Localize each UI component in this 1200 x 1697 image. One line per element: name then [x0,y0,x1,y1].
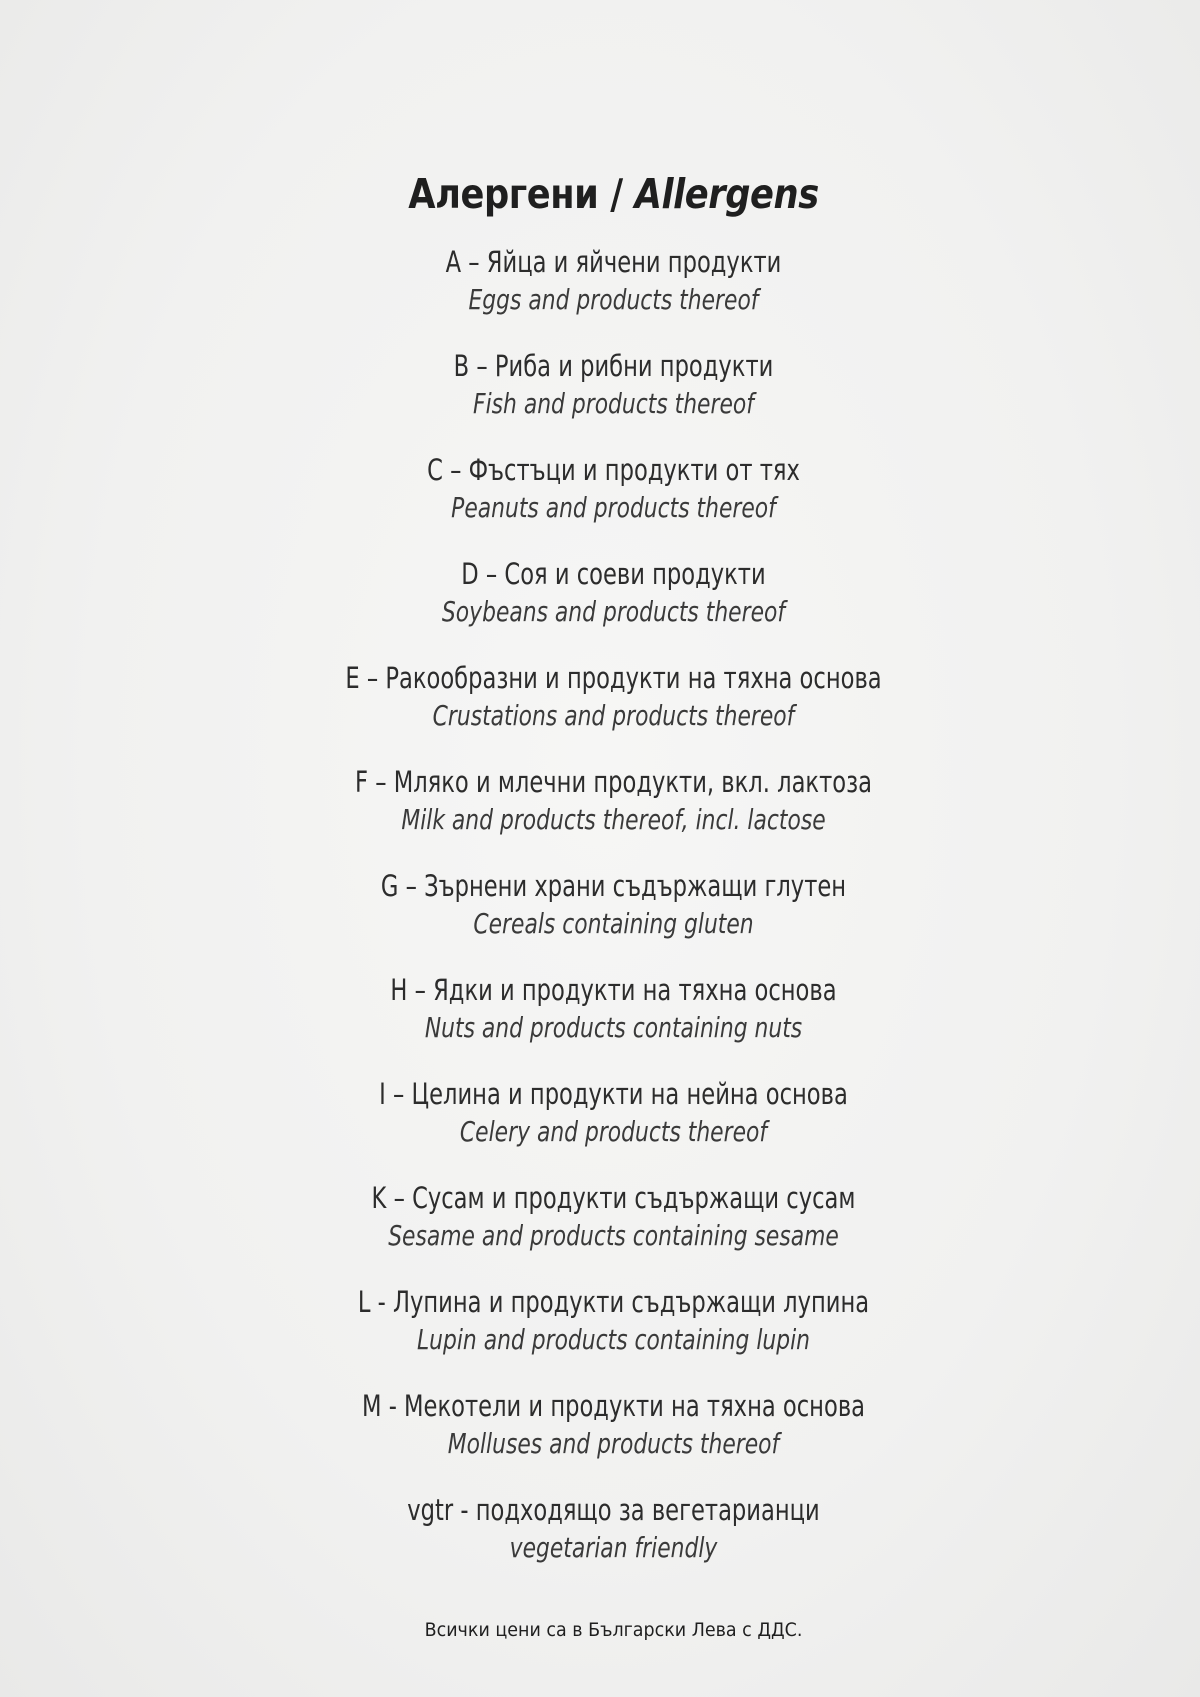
allergen-item-f [0,763,1200,867]
allergen-label-en: Nuts and products containing nuts [424,1011,803,1044]
allergen-label-bg: E – Ракообразни и продукти на тяхна основа [345,661,882,695]
allergen-label-bg: B – Риба и рибни продукти [453,349,774,383]
allergen-label-bg: vgtr - подходящо за вегетарианци [407,1493,820,1527]
allergen-label-en: Eggs and products thereof [468,283,759,316]
allergen-item-g [0,867,1200,971]
allergen-label-bg: L - Лупина и продукти съдържащи лупина [357,1285,870,1319]
allergen-label-en: Peanuts and products thereof [451,491,776,524]
allergen-label-bg: I – Целина и продукти на нейна основа [379,1077,848,1111]
allergens-section [0,165,1200,1595]
allergen-item-c [0,451,1200,555]
allergen-label-en: Lupin and products containing lupin [416,1323,811,1356]
allergen-label-bg: G – Зърнени храни съдържащи глутен [380,869,847,903]
allergen-label-bg: F – Мляко и млечни продукти, вкл. лактоза [354,765,872,799]
title-separator: / [598,170,635,218]
allergen-list [0,243,1200,1595]
allergen-label-en: Molluses and products thereof [447,1427,780,1460]
allergen-label-bg: A – Яйца и яйчени продукти [445,245,782,279]
price-note: Всички цени са в Български Лева с ДДС. [424,1619,803,1641]
allergen-item-h [0,971,1200,1075]
allergen-item-b [0,347,1200,451]
title-bg: Алергени [408,170,599,218]
page-title [86,165,1141,223]
allergen-item-k [0,1179,1200,1283]
allergen-item-m [0,1387,1200,1491]
allergen-item-vgtr [0,1491,1200,1595]
allergen-item-e [0,659,1200,763]
allergen-item-d [0,555,1200,659]
allergen-label-en: vegetarian friendly [509,1531,718,1564]
allergen-item-i [0,1075,1200,1179]
allergen-label-en: Celery and products thereof [459,1115,768,1148]
allergen-item-l [0,1283,1200,1387]
allergen-label-en: Crustations and products thereof [432,699,795,732]
allergen-label-bg: K – Сусам и продукти съдържащи сусам [371,1181,856,1215]
allergen-label-bg: D – Соя и соеви продукти [461,557,766,591]
title-en: Allergens [634,170,819,218]
allergen-item-a [0,243,1200,347]
allergen-label-en: Sesame and products containing sesame [388,1219,839,1252]
allergen-label-bg: H – Ядки и продукти на тяхна основа [390,973,837,1007]
allergen-label-bg: C – Фъстъци и продукти от тях [427,453,800,487]
allergen-label-en: Soybeans and products thereof [441,595,786,628]
allergen-label-bg: M - Мекотели и продукти на тяхна основа [361,1389,866,1423]
allergen-label-en: Fish and products thereof [473,387,754,420]
allergen-label-en: Milk and products thereof, incl. lactose [401,803,826,836]
allergen-label-en: Cereals containing gluten [473,907,754,940]
